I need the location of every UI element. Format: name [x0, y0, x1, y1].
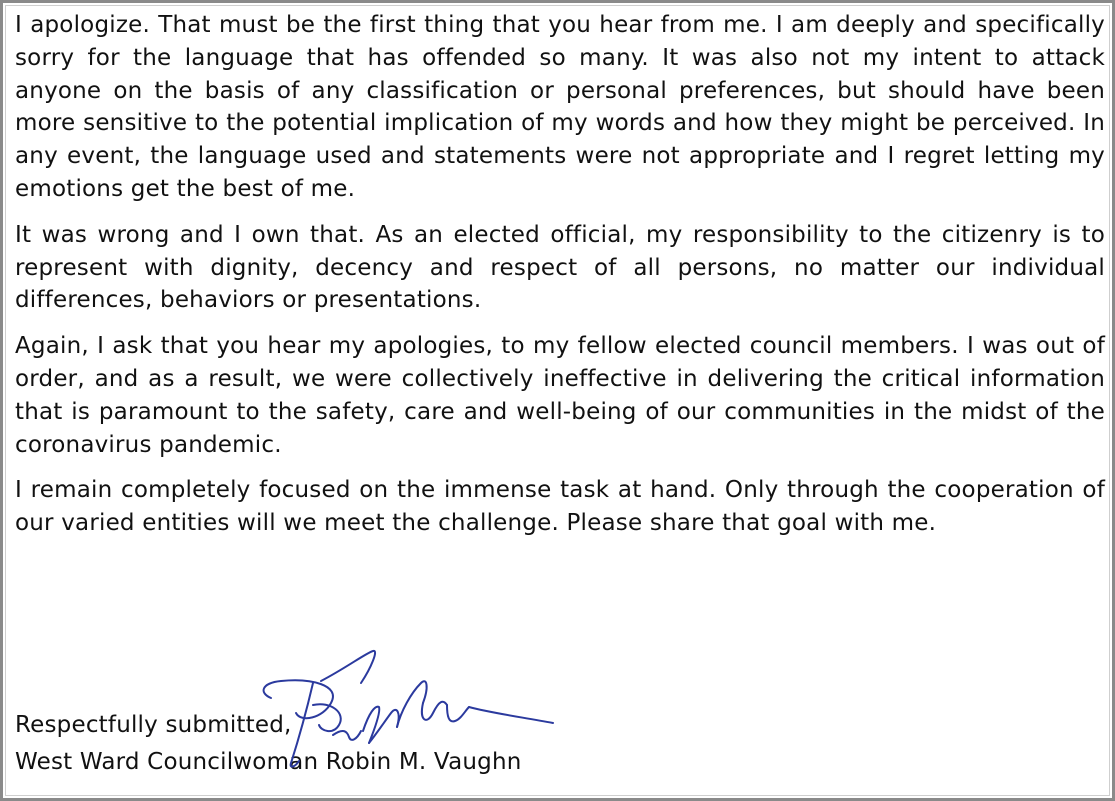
closing-salutation: Respectfully submitted,: [15, 712, 292, 738]
paragraph-focus: I remain completely focused on the immense task at hand. Only through the cooperation of our varied entities will we meet the challenge. Please share that goal with me.: [15, 477, 1105, 537]
letter-body: [15, 9, 1105, 553]
paragraph-responsibility: It was wrong and I own that. As an elected official, my responsibility to the citizenry is to represent with dignity, decency and respect of all persons, no matter our individual differences, behaviors or presentations.: [15, 221, 1105, 314]
closing-block: [15, 707, 522, 781]
paragraph-apology: I apologize. That must be the first thing that you hear from me. I am deeply and specifically sorry for the language that has offended so many. It was also not my intent to attack anyone on the basis of any classification or personal preferences, but should have been more sensitive to the potential implication of my words and how they might be perceived. In any event, the language used and statements were not appropriate and I regret letting my emotions get the best of me.: [15, 12, 1105, 202]
signatory-name: West Ward Councilwoman Robin M. Vaughn: [15, 749, 522, 775]
paragraph-council-members: Again, I ask that you hear my apologies, to my fellow elected council members. I was out of order, and as a result, we were collectively ineffective in delivering the critical information that is paramount to the safety, care and well-being of our communities in the midst of the coronavirus pandemic.: [15, 333, 1105, 458]
